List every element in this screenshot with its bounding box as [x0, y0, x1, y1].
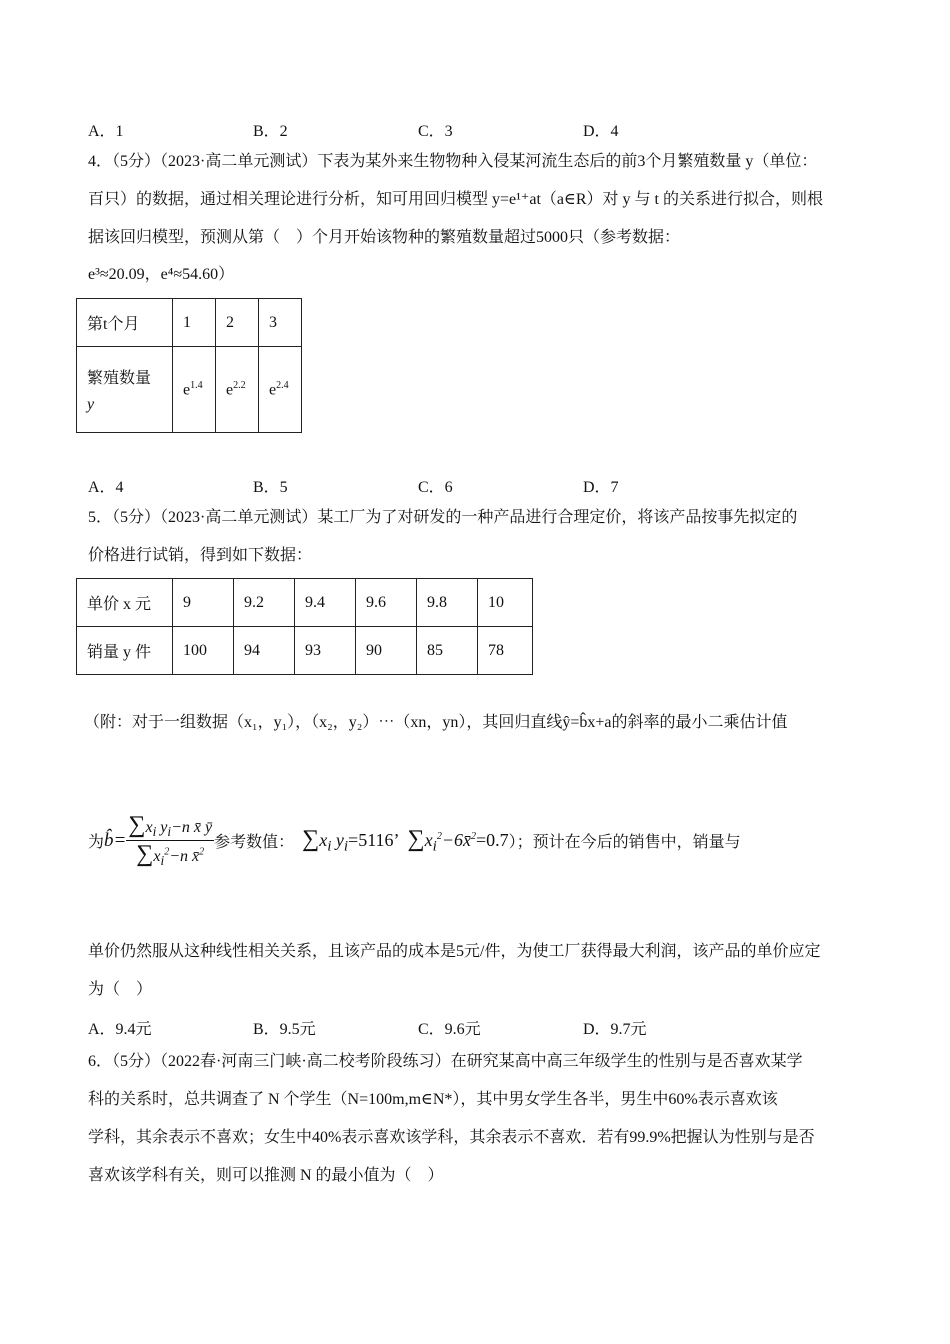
table-cell: 销量 y 件	[77, 627, 173, 675]
table-cell: 9.2	[234, 579, 295, 627]
option-b: B．5	[253, 479, 288, 496]
table-cell: 1	[173, 299, 216, 347]
q4-line: e³≈20.09，e⁴≈54.60）	[88, 266, 235, 283]
q4-line: 据该回归模型，预测从第（ ）个月开始该物种的繁殖数量超过5000只（参考数据：	[88, 229, 681, 246]
q6-line: 学科，其余表示不喜欢；女生中40%表示喜欢该学科，其余表示不喜欢．若有99.9%把握认为性别与是否	[88, 1129, 815, 1146]
sum-expr: $\sum x_i$ $y_i$	[302, 825, 349, 855]
table-cell: 10	[478, 579, 533, 627]
option-a: A．9.4元	[88, 1021, 152, 1038]
q5-note: （附：对于一组数据（x₁，y₁），（x₂，y₂）⋯（xn，yn），其回归直线ŷ=b̂x+a的斜率的最小二乘估计值	[84, 714, 788, 731]
table-cell: 93	[295, 627, 356, 675]
q6-line: 喜欢该学科有关，则可以推测 N 的最小值为（ ）	[88, 1167, 444, 1184]
table-cell: 94	[234, 627, 295, 675]
option-d: D．9.7元	[583, 1021, 647, 1038]
q4-line: 4．（5分）（2023·高二单元测试）下表为某外来生物物种入侵某河流生态后的前3个月繁殖数量 y（单位：	[88, 153, 818, 170]
sum-expr: $\sum x_i^2-6x̄^2$	[407, 825, 476, 855]
q5-line: 价格进行试销，得到如下数据：	[88, 547, 313, 564]
cell-text: e	[226, 381, 234, 399]
fraction: $\frac{\sum x_i y_i-n x̄ ȳ}{\sum x_i^2-n x̄^2}$	[128, 812, 213, 869]
q4-options	[88, 474, 788, 494]
formula-text: ）；预计在今后的销售中，销量与	[508, 834, 741, 852]
table-cell: 9.4	[295, 579, 356, 627]
table-cell: 9.6	[356, 579, 417, 627]
table-cell: 9.8	[417, 579, 478, 627]
q6-line: 科的关系时，总共调查了 N 个学生（N=100m,m∈N*），其中男女学生各半，男生中60%表示喜欢该	[88, 1091, 778, 1108]
cell-text: 2.2	[233, 379, 246, 391]
cell-text: e	[269, 381, 277, 399]
table-cell: 2	[216, 299, 259, 347]
cell-text: y	[87, 396, 95, 413]
cell-text: e	[183, 381, 191, 399]
table-cell	[77, 347, 173, 433]
option-a: A．1	[88, 123, 124, 140]
table-cell: 78	[478, 627, 533, 675]
option-b: B．2	[253, 123, 288, 140]
cell-text: 1.4	[190, 379, 203, 391]
table-cell: 3	[259, 299, 302, 347]
table-cell	[216, 347, 259, 433]
formula-text: 为	[88, 834, 105, 852]
option-d: D．4	[583, 123, 619, 140]
option-b: B．9.5元	[253, 1021, 316, 1038]
option-a: A．4	[88, 479, 124, 496]
option-c: C．6	[418, 479, 453, 496]
table-cell	[173, 347, 216, 433]
cell-text: 繁殖数量	[87, 370, 152, 387]
formula-text: =0.7	[475, 830, 509, 851]
q6-line: 6．（5分）（2022春·河南三门峡·高二校考阶段练习）在研究某高中高三年级学生的性别与是否喜欢某学	[88, 1053, 803, 1070]
q3-options	[88, 118, 788, 138]
q4-line: 百只）的数据，通过相关理论进行分析，知可用回归模型 y=e¹⁺at（a∈R）对 y 与 t 的关系进行拟合，则根	[88, 191, 823, 208]
q4-table	[76, 298, 302, 433]
table-cell	[259, 347, 302, 433]
option-c: C．3	[418, 123, 453, 140]
table-cell: 单价 x 元	[77, 579, 173, 627]
table-cell: 9	[173, 579, 234, 627]
option-d: D．7	[583, 479, 619, 496]
q5-line: 为（ ）	[88, 981, 153, 998]
cell-text: 2.4	[276, 379, 289, 391]
q5-options	[88, 1016, 788, 1036]
option-c: C．9.6元	[418, 1021, 481, 1038]
formula-text: 参考数值：	[214, 834, 295, 852]
table-cell: 85	[417, 627, 478, 675]
q5-formula	[88, 812, 741, 869]
table-cell: 100	[173, 627, 234, 675]
q5-line: 单价仍然服从这种线性相关关系，且该产品的成本是5元/件，为使工厂获得最大利润，该产品的单价应定	[88, 943, 821, 960]
b-hat: b̂=	[104, 829, 127, 851]
q5-line: 5．（5分）（2023·高二单元测试）某工厂为了对研发的一种产品进行合理定价，将该产品按事先拟定的	[88, 509, 798, 526]
q5-table	[76, 578, 533, 675]
table-cell: 90	[356, 627, 417, 675]
table-cell: 第t个月	[77, 299, 173, 347]
formula-text: =5116’	[348, 830, 400, 851]
